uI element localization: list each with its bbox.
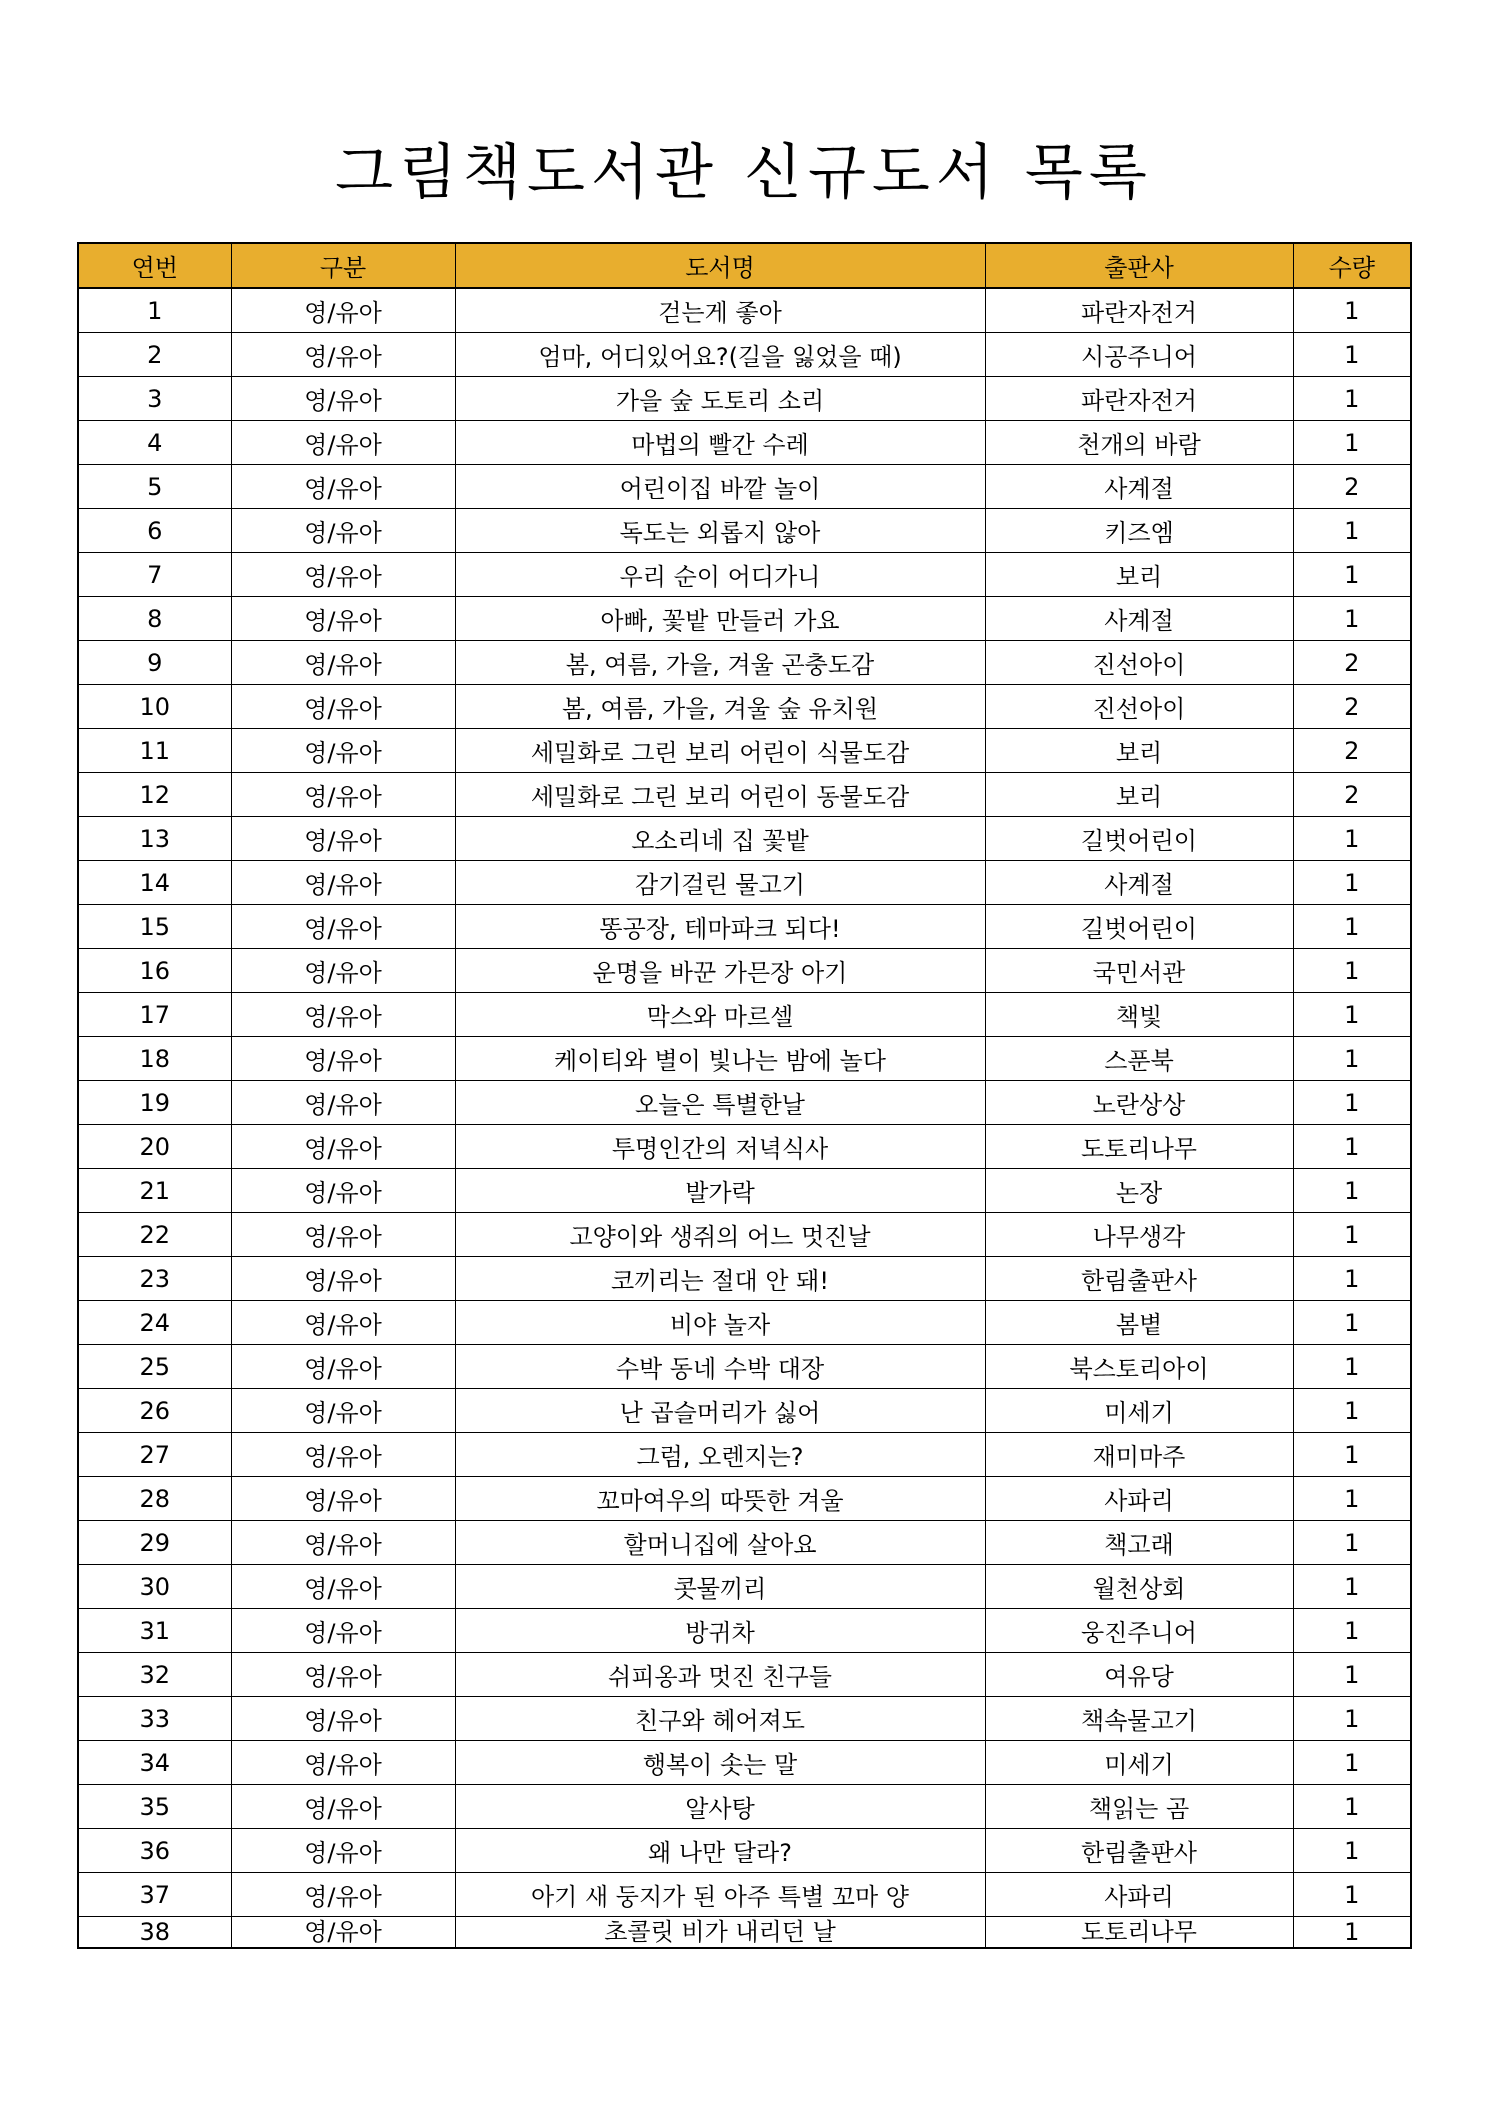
- cell-category: 영/유아: [231, 597, 455, 641]
- cell-publisher: 보리: [985, 729, 1293, 773]
- cell-category: 영/유아: [231, 1257, 455, 1301]
- cell-category: 영/유아: [231, 509, 455, 553]
- cell-publisher: 노란상상: [985, 1081, 1293, 1125]
- cell-book-title: 감기걸린 물고기: [455, 861, 985, 905]
- cell-publisher: 사계절: [985, 861, 1293, 905]
- cell-category: 영/유아: [231, 1345, 455, 1389]
- cell-book-title: 독도는 외롭지 않아: [455, 509, 985, 553]
- cell-book-title: 막스와 마르셀: [455, 993, 985, 1037]
- cell-number: 31: [78, 1609, 231, 1653]
- cell-publisher: 봄볕: [985, 1301, 1293, 1345]
- cell-category: 영/유아: [231, 817, 455, 861]
- cell-book-title: 오소리네 집 꽃밭: [455, 817, 985, 861]
- table-row: [78, 509, 1411, 553]
- cell-book-title: 봄, 여름, 가을, 겨울 숲 유치원: [455, 685, 985, 729]
- table-row: [78, 817, 1411, 861]
- cell-number: 4: [78, 421, 231, 465]
- cell-book-title: 케이티와 별이 빛나는 밤에 놀다: [455, 1037, 985, 1081]
- cell-publisher: 키즈엠: [985, 509, 1293, 553]
- cell-quantity: 1: [1293, 905, 1411, 949]
- cell-category: 영/유아: [231, 641, 455, 685]
- cell-book-title: 수박 동네 수박 대장: [455, 1345, 985, 1389]
- column-header-category: 구분: [231, 243, 455, 288]
- cell-quantity: 1: [1293, 1125, 1411, 1169]
- cell-category: 영/유아: [231, 685, 455, 729]
- table-row: [78, 1653, 1411, 1697]
- cell-number: 2: [78, 333, 231, 377]
- cell-book-title: 걷는게 좋아: [455, 288, 985, 333]
- cell-book-title: 엄마, 어디있어요?(길을 잃었을 때): [455, 333, 985, 377]
- cell-book-title: 세밀화로 그린 보리 어린이 식물도감: [455, 729, 985, 773]
- cell-book-title: 아기 새 둥지가 된 아주 특별 꼬마 양: [455, 1873, 985, 1917]
- cell-category: 영/유아: [231, 421, 455, 465]
- cell-publisher: 책빛: [985, 993, 1293, 1037]
- table-row: [78, 1609, 1411, 1653]
- cell-book-title: 할머니집에 살아요: [455, 1521, 985, 1565]
- cell-publisher: 미세기: [985, 1389, 1293, 1433]
- table-row: [78, 685, 1411, 729]
- cell-number: 18: [78, 1037, 231, 1081]
- table-row: [78, 1477, 1411, 1521]
- cell-quantity: 1: [1293, 553, 1411, 597]
- cell-publisher: 사파리: [985, 1477, 1293, 1521]
- column-header-quantity: 수량: [1293, 243, 1411, 288]
- cell-quantity: 1: [1293, 1829, 1411, 1873]
- cell-category: 영/유아: [231, 1565, 455, 1609]
- cell-number: 33: [78, 1697, 231, 1741]
- cell-number: 13: [78, 817, 231, 861]
- cell-category: 영/유아: [231, 1037, 455, 1081]
- cell-book-title: 왜 나만 달라?: [455, 1829, 985, 1873]
- table-row: [78, 1697, 1411, 1741]
- cell-number: 36: [78, 1829, 231, 1873]
- cell-book-title: 운명을 바꾼 가믄장 아기: [455, 949, 985, 993]
- cell-number: 34: [78, 1741, 231, 1785]
- table-row: [78, 641, 1411, 685]
- cell-book-title: 그럼, 오렌지는?: [455, 1433, 985, 1477]
- cell-category: 영/유아: [231, 1081, 455, 1125]
- cell-publisher: 월천상회: [985, 1565, 1293, 1609]
- cell-category: 영/유아: [231, 377, 455, 421]
- table-row: [78, 773, 1411, 817]
- cell-publisher: 미세기: [985, 1741, 1293, 1785]
- table-row: [78, 597, 1411, 641]
- cell-quantity: 1: [1293, 1653, 1411, 1697]
- cell-quantity: 1: [1293, 861, 1411, 905]
- cell-quantity: 1: [1293, 1609, 1411, 1653]
- cell-quantity: 1: [1293, 1257, 1411, 1301]
- cell-category: 영/유아: [231, 1829, 455, 1873]
- cell-book-title: 초콜릿 비가 내리던 날: [455, 1917, 985, 1949]
- table-row: [78, 729, 1411, 773]
- cell-quantity: 1: [1293, 377, 1411, 421]
- table-row: [78, 1785, 1411, 1829]
- table-row: [78, 377, 1411, 421]
- cell-publisher: 북스토리아이: [985, 1345, 1293, 1389]
- table-row: [78, 421, 1411, 465]
- cell-publisher: 책읽는 곰: [985, 1785, 1293, 1829]
- cell-publisher: 파란자전거: [985, 288, 1293, 333]
- cell-book-title: 코끼리는 절대 안 돼!: [455, 1257, 985, 1301]
- header-row: [78, 243, 1411, 288]
- column-header-publisher: 출판사: [985, 243, 1293, 288]
- table-body: [78, 288, 1411, 1948]
- cell-quantity: 1: [1293, 1565, 1411, 1609]
- cell-number: 29: [78, 1521, 231, 1565]
- table-row: [78, 1345, 1411, 1389]
- cell-quantity: 1: [1293, 1081, 1411, 1125]
- cell-quantity: 1: [1293, 1389, 1411, 1433]
- cell-publisher: 논장: [985, 1169, 1293, 1213]
- cell-category: 영/유아: [231, 1213, 455, 1257]
- cell-category: 영/유아: [231, 1169, 455, 1213]
- table-row: [78, 1873, 1411, 1917]
- table-row: [78, 1917, 1411, 1949]
- cell-quantity: 1: [1293, 1213, 1411, 1257]
- table-row: [78, 1301, 1411, 1345]
- column-header-number: 연번: [78, 243, 231, 288]
- cell-number: 32: [78, 1653, 231, 1697]
- cell-number: 5: [78, 465, 231, 509]
- cell-number: 17: [78, 993, 231, 1037]
- cell-category: 영/유아: [231, 1301, 455, 1345]
- cell-book-title: 마법의 빨간 수레: [455, 421, 985, 465]
- cell-quantity: 2: [1293, 641, 1411, 685]
- cell-number: 7: [78, 553, 231, 597]
- cell-book-title: 고양이와 생쥐의 어느 멋진날: [455, 1213, 985, 1257]
- cell-book-title: 투명인간의 저녁식사: [455, 1125, 985, 1169]
- cell-book-title: 발가락: [455, 1169, 985, 1213]
- cell-book-title: 오늘은 특별한날: [455, 1081, 985, 1125]
- cell-publisher: 도토리나무: [985, 1125, 1293, 1169]
- cell-category: 영/유아: [231, 1697, 455, 1741]
- cell-book-title: 우리 순이 어디가니: [455, 553, 985, 597]
- cell-publisher: 한림출판사: [985, 1257, 1293, 1301]
- cell-number: 16: [78, 949, 231, 993]
- cell-category: 영/유아: [231, 1433, 455, 1477]
- cell-number: 28: [78, 1477, 231, 1521]
- cell-category: 영/유아: [231, 553, 455, 597]
- cell-number: 11: [78, 729, 231, 773]
- cell-quantity: 1: [1293, 1477, 1411, 1521]
- cell-book-title: 알사탕: [455, 1785, 985, 1829]
- cell-category: 영/유아: [231, 729, 455, 773]
- cell-quantity: 1: [1293, 1873, 1411, 1917]
- table-row: [78, 1125, 1411, 1169]
- cell-quantity: 1: [1293, 1521, 1411, 1565]
- table-row: [78, 993, 1411, 1037]
- cell-quantity: 1: [1293, 949, 1411, 993]
- cell-category: 영/유아: [231, 993, 455, 1037]
- cell-publisher: 책고래: [985, 1521, 1293, 1565]
- cell-number: 10: [78, 685, 231, 729]
- cell-number: 38: [78, 1917, 231, 1949]
- table-row: [78, 1521, 1411, 1565]
- cell-quantity: 1: [1293, 1785, 1411, 1829]
- cell-publisher: 한림출판사: [985, 1829, 1293, 1873]
- cell-publisher: 보리: [985, 553, 1293, 597]
- cell-quantity: 1: [1293, 1345, 1411, 1389]
- cell-number: 30: [78, 1565, 231, 1609]
- cell-book-title: 쉬피옹과 멋진 친구들: [455, 1653, 985, 1697]
- table-row: [78, 1389, 1411, 1433]
- cell-book-title: 행복이 솟는 말: [455, 1741, 985, 1785]
- cell-number: 9: [78, 641, 231, 685]
- table-row: [78, 465, 1411, 509]
- cell-quantity: 1: [1293, 993, 1411, 1037]
- table-row: [78, 905, 1411, 949]
- cell-publisher: 파란자전거: [985, 377, 1293, 421]
- table-row: [78, 1037, 1411, 1081]
- cell-category: 영/유아: [231, 1741, 455, 1785]
- cell-category: 영/유아: [231, 1521, 455, 1565]
- cell-publisher: 길벗어린이: [985, 817, 1293, 861]
- page-title: 그림책도서관 신규도서 목록: [335, 138, 1153, 208]
- table-row: [78, 1565, 1411, 1609]
- cell-number: 24: [78, 1301, 231, 1345]
- table-row: [78, 949, 1411, 993]
- cell-quantity: 2: [1293, 465, 1411, 509]
- cell-book-title: 방귀차: [455, 1609, 985, 1653]
- cell-book-title: 가을 숲 도토리 소리: [455, 377, 985, 421]
- cell-book-title: 세밀화로 그린 보리 어린이 동물도감: [455, 773, 985, 817]
- cell-quantity: 1: [1293, 1301, 1411, 1345]
- cell-number: 20: [78, 1125, 231, 1169]
- table-row: [78, 1741, 1411, 1785]
- cell-publisher: 나무생각: [985, 1213, 1293, 1257]
- cell-category: 영/유아: [231, 1125, 455, 1169]
- cell-number: 19: [78, 1081, 231, 1125]
- cell-number: 6: [78, 509, 231, 553]
- cell-quantity: 1: [1293, 1433, 1411, 1477]
- cell-category: 영/유아: [231, 288, 455, 333]
- table-row: [78, 1433, 1411, 1477]
- table-row: [78, 1829, 1411, 1873]
- cell-number: 23: [78, 1257, 231, 1301]
- cell-number: 35: [78, 1785, 231, 1829]
- cell-quantity: 1: [1293, 421, 1411, 465]
- cell-number: 15: [78, 905, 231, 949]
- cell-number: 8: [78, 597, 231, 641]
- cell-publisher: 사계절: [985, 465, 1293, 509]
- cell-quantity: 1: [1293, 1169, 1411, 1213]
- cell-book-title: 꼬마여우의 따뜻한 겨울: [455, 1477, 985, 1521]
- cell-number: 21: [78, 1169, 231, 1213]
- cell-book-title: 난 곱슬머리가 싫어: [455, 1389, 985, 1433]
- cell-number: 22: [78, 1213, 231, 1257]
- cell-publisher: 국민서관: [985, 949, 1293, 993]
- cell-category: 영/유아: [231, 861, 455, 905]
- column-header-book-title: 도서명: [455, 243, 985, 288]
- cell-book-title: 친구와 헤어져도: [455, 1697, 985, 1741]
- cell-quantity: 1: [1293, 1697, 1411, 1741]
- cell-quantity: 1: [1293, 817, 1411, 861]
- cell-publisher: 사계절: [985, 597, 1293, 641]
- cell-quantity: 2: [1293, 685, 1411, 729]
- cell-publisher: 책속물고기: [985, 1697, 1293, 1741]
- table-row: [78, 1213, 1411, 1257]
- table-row: [78, 861, 1411, 905]
- cell-publisher: 길벗어린이: [985, 905, 1293, 949]
- cell-quantity: 1: [1293, 333, 1411, 377]
- table-row: [78, 1257, 1411, 1301]
- cell-publisher: 사파리: [985, 1873, 1293, 1917]
- cell-quantity: 2: [1293, 773, 1411, 817]
- cell-category: 영/유아: [231, 465, 455, 509]
- cell-quantity: 2: [1293, 729, 1411, 773]
- cell-number: 37: [78, 1873, 231, 1917]
- cell-category: 영/유아: [231, 1917, 455, 1949]
- cell-quantity: 1: [1293, 597, 1411, 641]
- cell-category: 영/유아: [231, 773, 455, 817]
- cell-publisher: 스푼북: [985, 1037, 1293, 1081]
- table-row: [78, 553, 1411, 597]
- cell-category: 영/유아: [231, 949, 455, 993]
- table-row: [78, 333, 1411, 377]
- cell-category: 영/유아: [231, 1653, 455, 1697]
- cell-publisher: 재미마주: [985, 1433, 1293, 1477]
- cell-book-title: 어린이집 바깥 놀이: [455, 465, 985, 509]
- cell-book-title: 콧물끼리: [455, 1565, 985, 1609]
- table-row: [78, 1081, 1411, 1125]
- cell-publisher: 여유당: [985, 1653, 1293, 1697]
- cell-category: 영/유아: [231, 1389, 455, 1433]
- cell-category: 영/유아: [231, 1477, 455, 1521]
- cell-publisher: 보리: [985, 773, 1293, 817]
- cell-publisher: 진선아이: [985, 685, 1293, 729]
- cell-category: 영/유아: [231, 1609, 455, 1653]
- cell-publisher: 진선아이: [985, 641, 1293, 685]
- cell-number: 27: [78, 1433, 231, 1477]
- cell-number: 26: [78, 1389, 231, 1433]
- book-list-table: [77, 242, 1412, 1949]
- cell-book-title: 봄, 여름, 가을, 겨울 곤충도감: [455, 641, 985, 685]
- cell-publisher: 도토리나무: [985, 1917, 1293, 1949]
- cell-category: 영/유아: [231, 333, 455, 377]
- cell-quantity: 1: [1293, 288, 1411, 333]
- cell-publisher: 시공주니어: [985, 333, 1293, 377]
- cell-category: 영/유아: [231, 905, 455, 949]
- cell-number: 3: [78, 377, 231, 421]
- table-row: [78, 288, 1411, 333]
- cell-number: 1: [78, 288, 231, 333]
- cell-book-title: 똥공장, 테마파크 되다!: [455, 905, 985, 949]
- cell-quantity: 1: [1293, 509, 1411, 553]
- cell-quantity: 1: [1293, 1917, 1411, 1949]
- cell-publisher: 웅진주니어: [985, 1609, 1293, 1653]
- cell-quantity: 1: [1293, 1037, 1411, 1081]
- cell-book-title: 아빠, 꽃밭 만들러 가요: [455, 597, 985, 641]
- cell-number: 25: [78, 1345, 231, 1389]
- cell-quantity: 1: [1293, 1741, 1411, 1785]
- cell-number: 12: [78, 773, 231, 817]
- cell-publisher: 천개의 바람: [985, 421, 1293, 465]
- table-header: [78, 243, 1411, 288]
- cell-book-title: 비야 놀자: [455, 1301, 985, 1345]
- table-row: [78, 1169, 1411, 1213]
- cell-category: 영/유아: [231, 1873, 455, 1917]
- cell-number: 14: [78, 861, 231, 905]
- cell-category: 영/유아: [231, 1785, 455, 1829]
